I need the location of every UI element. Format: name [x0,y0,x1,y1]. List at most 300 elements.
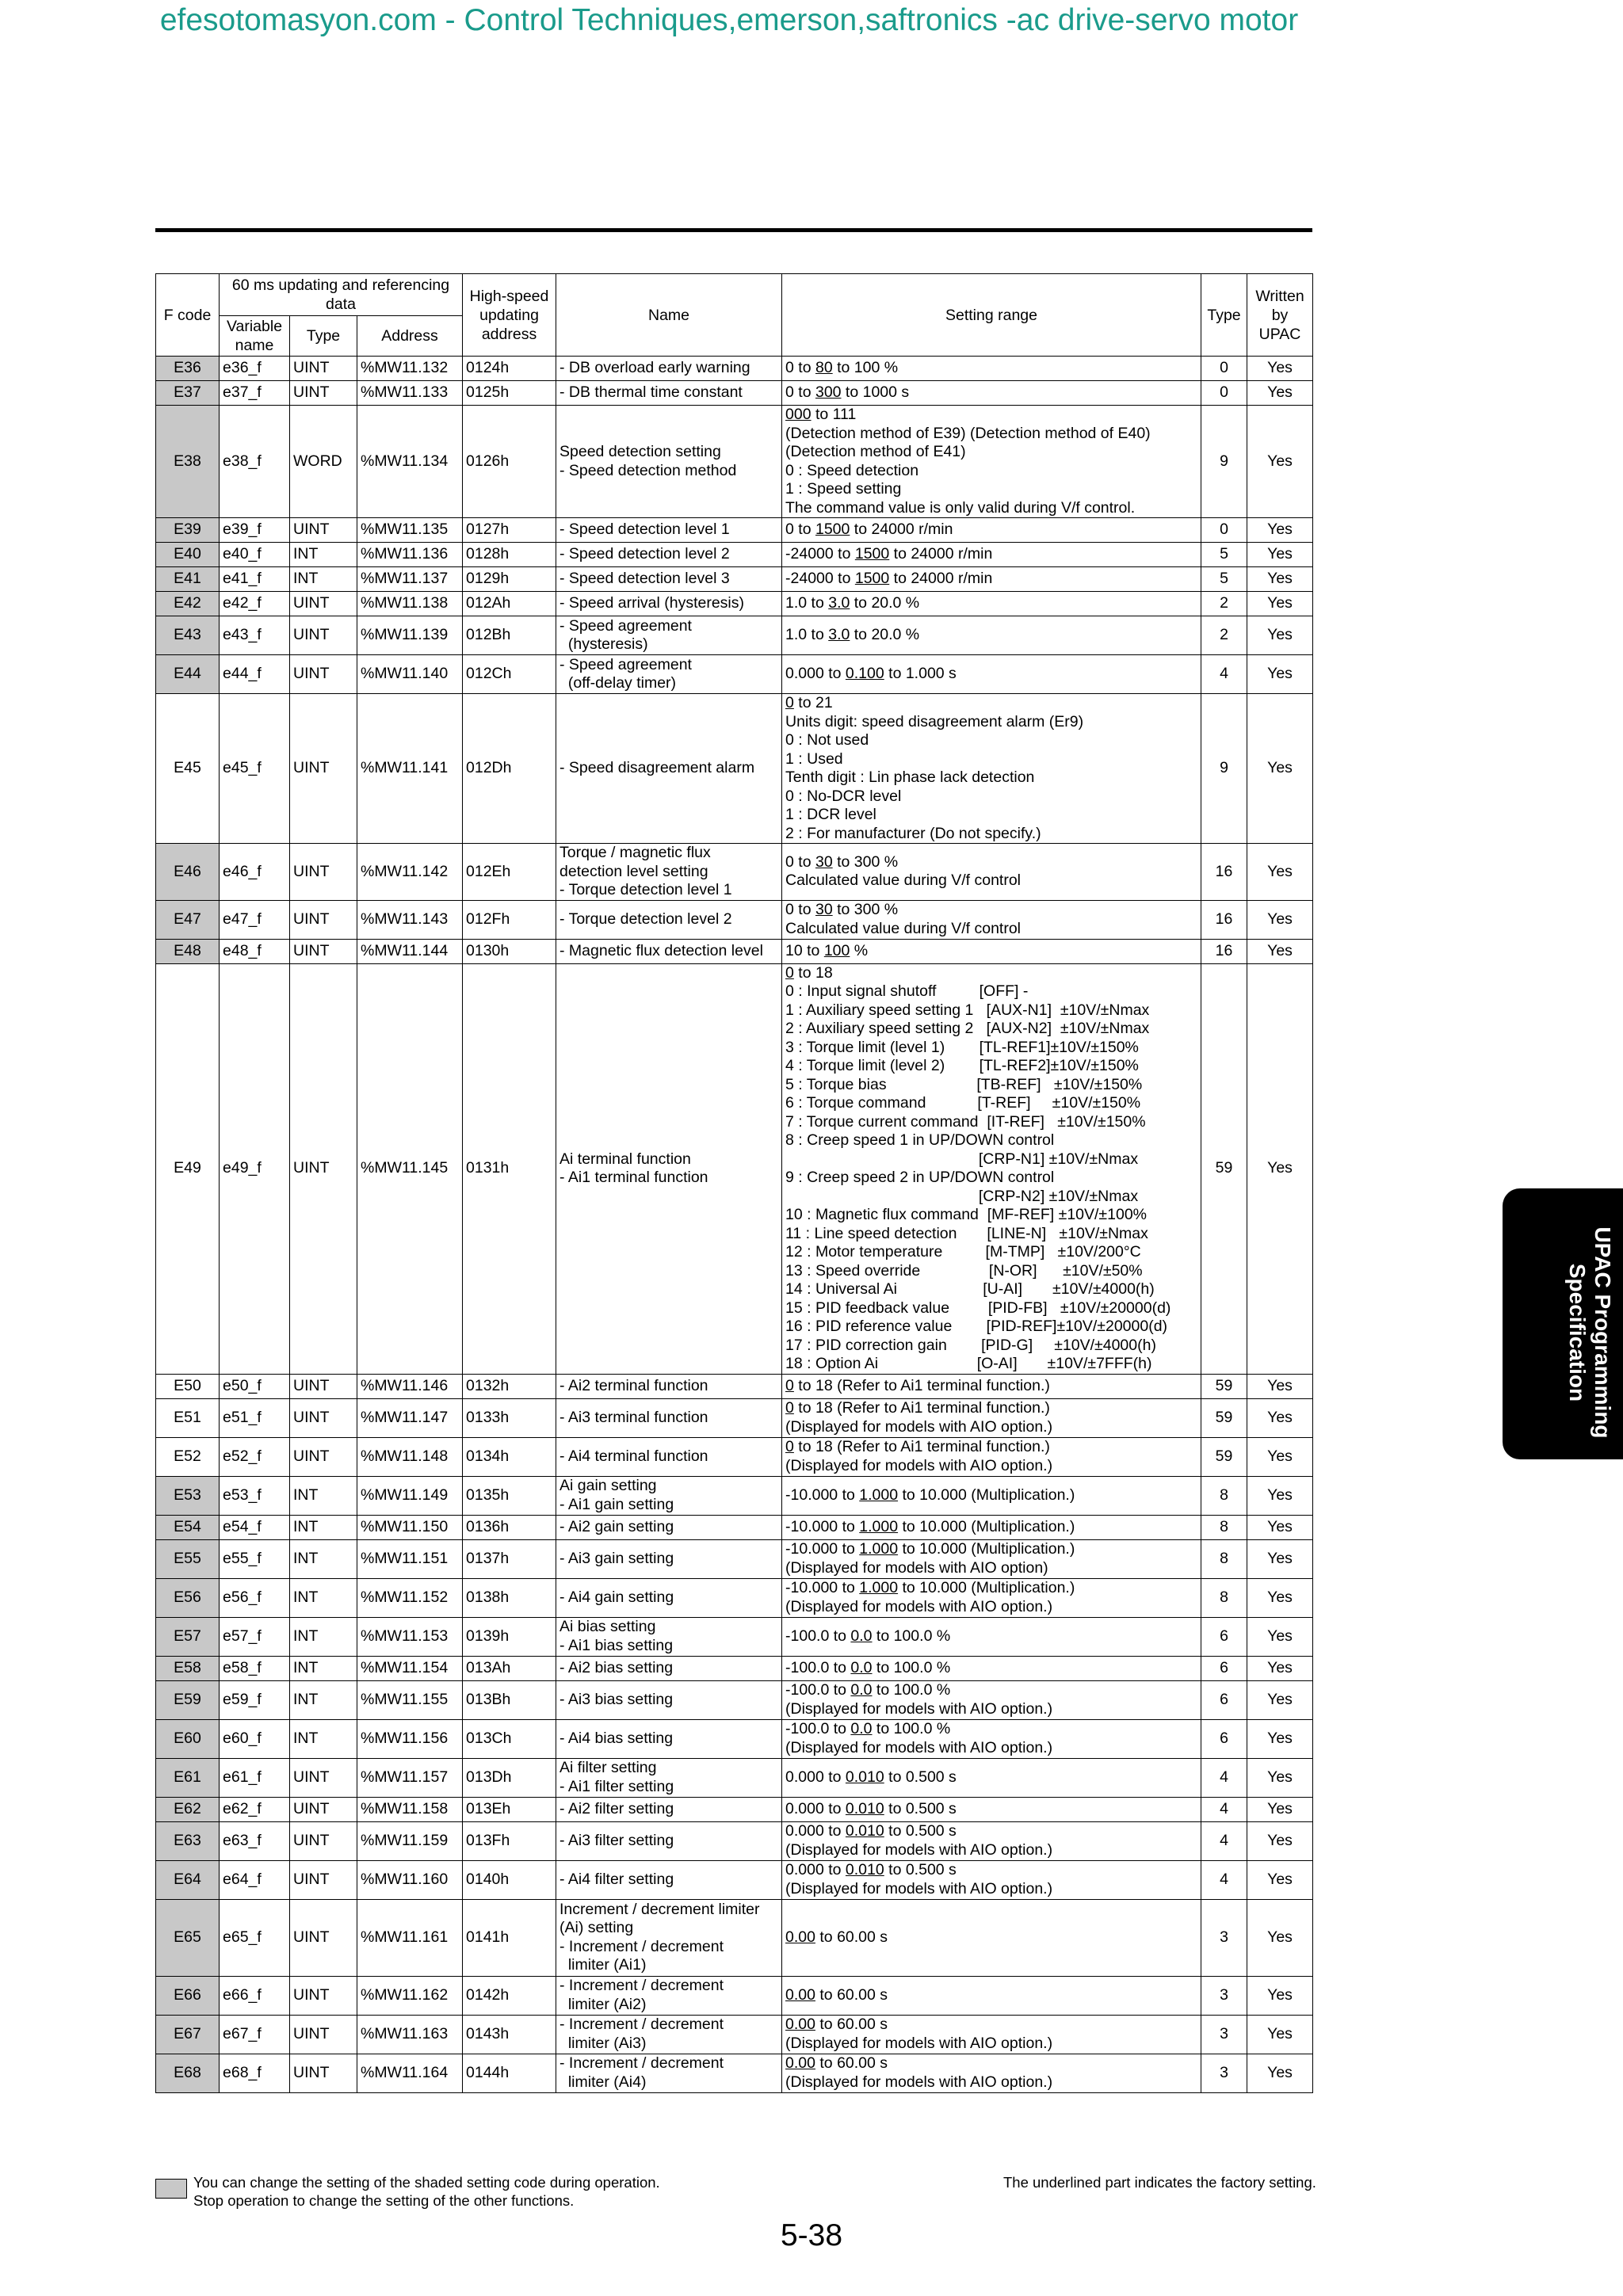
address-cell: %MW11.158 [357,1797,463,1821]
table-row [156,567,1313,592]
written-by-upac-cell: Yes [1247,1719,1313,1758]
table-row [156,1374,1313,1398]
f-code-cell: E56 [156,1578,220,1617]
variable-name-cell: e37_f [220,381,290,406]
address-cell: %MW11.142 [357,844,463,901]
table-row [156,518,1313,543]
name-cell: Ai filter setting - Ai1 filter setting [556,1758,782,1797]
written-by-upac-cell: Yes [1247,1860,1313,1899]
type-cell: UINT [290,1374,357,1398]
variable-name-cell: e42_f [220,592,290,616]
f-code-cell: E65 [156,1899,220,1976]
f-code-cell: E44 [156,655,220,694]
setting-range-cell: 0 to 300 to 1000 s [782,381,1201,406]
section-tab-label [1564,1198,1615,1467]
variable-name-cell: e67_f [220,2015,290,2054]
setting-range-cell: 0 to 30 to 300 % Calculated value during V/f control [782,844,1201,901]
type-cell: UINT [290,939,357,963]
table-row [156,1617,1313,1656]
variable-name-cell: e55_f [220,1539,290,1578]
address-cell: %MW11.145 [357,963,463,1374]
address-cell: %MW11.146 [357,1374,463,1398]
written-by-upac-cell: Yes [1247,900,1313,939]
written-by-upac-cell: Yes [1247,1758,1313,1797]
setting-range-cell: -10.000 to 1.000 to 10.000 (Multiplication.) (Displayed for models with AIO option) [782,1539,1201,1578]
header-written-by-upac: Written by UPAC [1247,274,1313,357]
type-cell: UINT [290,1797,357,1821]
high-speed-address-cell: 013Eh [463,1797,556,1821]
f-code-cell: E60 [156,1719,220,1758]
table-row [156,694,1313,844]
address-cell: %MW11.160 [357,1860,463,1899]
type-code-cell: 16 [1201,900,1247,939]
type-cell: UINT [290,616,357,655]
variable-name-cell: e40_f [220,543,290,567]
address-cell: %MW11.135 [357,518,463,543]
page-number: 5-38 [780,2218,843,2252]
written-by-upac-cell: Yes [1247,1899,1313,1976]
high-speed-address-cell: 013Dh [463,1758,556,1797]
written-by-upac-cell: Yes [1247,1617,1313,1656]
setting-range-cell: 0 to 30 to 300 % Calculated value during V/f control [782,900,1201,939]
name-cell: - Ai3 bias setting [556,1680,782,1719]
variable-name-cell: e61_f [220,1758,290,1797]
header-f-code: F code [156,274,220,357]
type-code-cell: 4 [1201,1860,1247,1899]
address-cell: %MW11.155 [357,1680,463,1719]
underline-note: The underlined part indicates the factory setting. [1003,2174,1316,2191]
written-by-upac-cell: Yes [1247,518,1313,543]
table-row [156,381,1313,406]
address-cell: %MW11.157 [357,1758,463,1797]
written-by-upac-cell: Yes [1247,616,1313,655]
table-row [156,963,1313,1374]
f-code-cell: E38 [156,406,220,518]
type-cell: INT [290,1578,357,1617]
header-type-col: Type [1201,274,1247,357]
table-row [156,1976,1313,2015]
variable-name-cell: e46_f [220,844,290,901]
name-cell: Ai terminal function - Ai1 terminal function [556,963,782,1374]
type-cell: UINT [290,1976,357,2015]
setting-range-cell: -10.000 to 1.000 to 10.000 (Multiplication.) (Displayed for models with AIO option.) [782,1578,1201,1617]
type-code-cell: 16 [1201,939,1247,963]
written-by-upac-cell: Yes [1247,1680,1313,1719]
setting-range-cell: 0.00 to 60.00 s (Displayed for models with AIO option.) [782,2054,1201,2092]
table-row [156,1656,1313,1680]
setting-range-cell: 0 to 1500 to 24000 r/min [782,518,1201,543]
table-row [156,900,1313,939]
variable-name-cell: e56_f [220,1578,290,1617]
name-cell: - Increment / decrement limiter (Ai3) [556,2015,782,2054]
setting-range-cell: 0 to 21 Units digit: speed disagreement alarm (Er9) 0 : Not used 1 : Used Tenth digit : Lin phase lack detection 0 : No-DCR level 1 : DCR level 2 : For manufacturer (Do not specify.) [782,694,1201,844]
variable-name-cell: e36_f [220,357,290,381]
name-cell: - Ai3 terminal function [556,1398,782,1437]
type-cell: INT [290,1476,357,1515]
written-by-upac-cell: Yes [1247,1515,1313,1539]
address-cell: %MW11.147 [357,1398,463,1437]
variable-name-cell: e52_f [220,1437,290,1476]
type-code-cell: 9 [1201,694,1247,844]
name-cell: - Ai3 filter setting [556,1821,782,1860]
high-speed-address-cell: 012Eh [463,844,556,901]
setting-range-cell: 10 to 100 % [782,939,1201,963]
type-code-cell: 8 [1201,1539,1247,1578]
f-code-cell: E49 [156,963,220,1374]
section-tab-line-1: UPAC Programming [1591,1226,1615,1439]
name-cell: Ai gain setting - Ai1 gain setting [556,1476,782,1515]
high-speed-address-cell: 0124h [463,357,556,381]
high-speed-address-cell: 0126h [463,406,556,518]
written-by-upac-cell: Yes [1247,1398,1313,1437]
variable-name-cell: e45_f [220,694,290,844]
variable-name-cell: e66_f [220,1976,290,2015]
type-cell: UINT [290,381,357,406]
high-speed-address-cell: 0134h [463,1437,556,1476]
written-by-upac-cell: Yes [1247,2015,1313,2054]
written-by-upac-cell: Yes [1247,844,1313,901]
type-cell: UINT [290,1860,357,1899]
variable-name-cell: e41_f [220,567,290,592]
f-code-cell: E50 [156,1374,220,1398]
name-cell: - Speed detection level 1 [556,518,782,543]
name-cell: - Torque detection level 2 [556,900,782,939]
high-speed-address-cell: 012Ah [463,592,556,616]
table-row [156,1899,1313,1976]
high-speed-address-cell: 0125h [463,381,556,406]
variable-name-cell: e59_f [220,1680,290,1719]
setting-range-cell: 0 to 18 0 : Input signal shutoff [OFF] - 1 : Auxiliary speed setting 1 [AUX-N1] ±10V/±Nmax 2 : Auxiliary speed setting 2 [AUX-N2] ±10V/±Nmax 3 : Torque limit (level 1) [TL-REF1]±10V/±150% 4 : Torque limit (level 2) [TL-REF2]±10V/±150% 5 : Torque bias [TB-REF] ±10V/±150% 6 : Torque command [T-REF] ±10V/±150% 7 : Torque current command [IT-REF] ±10V/±150% 8 : Creep speed 1 in UP/DOWN control [CRP-N1] ±10V/±Nmax 9 : Creep speed 2 in UP/DOWN control [CRP-N2] ±10V/±Nmax 10 : Magnetic flux command [MF-REF] ±10V/±100% 11 : Line speed detection [LINE-N] ±10V/±Nmax 12 : Motor temperature [M-TMP] ±10V/200°C 13 : Speed override [N-OR] ±10V/±50% 14 : Universal Ai [U-AI] ±10V/±4000(h) 15 : PID feedback value [PID-FB] ±10V/±20000(d) 16 : PID reference value [PID-REF]±10V/±20000(d) 17 : PID correction gain [PID-G] ±10V/±4000(h) 18 : Option Ai [O-AI] ±10V/±7FFF(h) [782,963,1201,1374]
high-speed-address-cell: 0143h [463,2015,556,2054]
type-code-cell: 5 [1201,567,1247,592]
table-row [156,2054,1313,2092]
high-speed-address-cell: 012Bh [463,616,556,655]
header-setting-range: Setting range [782,274,1201,357]
setting-range-cell: 0 to 80 to 100 % [782,357,1201,381]
f-code-cell: E42 [156,592,220,616]
address-cell: %MW11.141 [357,694,463,844]
setting-range-cell: 1.0 to 3.0 to 20.0 % [782,592,1201,616]
header-variable-name: Variable name [220,316,290,357]
type-code-cell: 3 [1201,2015,1247,2054]
type-code-cell: 8 [1201,1578,1247,1617]
high-speed-address-cell: 0130h [463,939,556,963]
variable-name-cell: e44_f [220,655,290,694]
type-cell: INT [290,567,357,592]
type-code-cell: 4 [1201,655,1247,694]
type-cell: UINT [290,1398,357,1437]
address-cell: %MW11.150 [357,1515,463,1539]
address-cell: %MW11.138 [357,592,463,616]
type-cell: UINT [290,655,357,694]
type-code-cell: 0 [1201,381,1247,406]
type-cell: UINT [290,357,357,381]
table-row [156,1821,1313,1860]
address-cell: %MW11.154 [357,1656,463,1680]
table-row [156,1539,1313,1578]
written-by-upac-cell: Yes [1247,1797,1313,1821]
name-cell: - Ai2 bias setting [556,1656,782,1680]
f-code-cell: E45 [156,694,220,844]
written-by-upac-cell: Yes [1247,694,1313,844]
variable-name-cell: e53_f [220,1476,290,1515]
type-cell: INT [290,1617,357,1656]
written-by-upac-cell: Yes [1247,406,1313,518]
written-by-upac-cell: Yes [1247,1578,1313,1617]
table-row [156,1515,1313,1539]
table-row [156,1578,1313,1617]
table-row [156,543,1313,567]
name-cell: Ai bias setting - Ai1 bias setting [556,1617,782,1656]
variable-name-cell: e38_f [220,406,290,518]
high-speed-address-cell: 012Dh [463,694,556,844]
setting-range-cell: -24000 to 1500 to 24000 r/min [782,567,1201,592]
type-code-cell: 8 [1201,1515,1247,1539]
type-cell: UINT [290,1437,357,1476]
written-by-upac-cell: Yes [1247,357,1313,381]
table-row [156,1797,1313,1821]
name-cell: - Increment / decrement limiter (Ai2) [556,1976,782,2015]
table-row [156,406,1313,518]
top-rule [155,228,1312,232]
f-code-cell: E53 [156,1476,220,1515]
type-code-cell: 9 [1201,406,1247,518]
name-cell: - Speed agreement (off-delay timer) [556,655,782,694]
setting-range-cell: -100.0 to 0.0 to 100.0 % (Displayed for models with AIO option.) [782,1719,1201,1758]
address-cell: %MW11.163 [357,2015,463,2054]
name-cell: - Speed detection level 2 [556,543,782,567]
table-row [156,939,1313,963]
name-cell: - Ai4 terminal function [556,1437,782,1476]
name-cell: - Ai2 gain setting [556,1515,782,1539]
variable-name-cell: e54_f [220,1515,290,1539]
high-speed-address-cell: 0142h [463,1976,556,2015]
type-cell: UINT [290,518,357,543]
high-speed-address-cell: 0128h [463,543,556,567]
name-cell: - Ai4 gain setting [556,1578,782,1617]
table-row [156,1437,1313,1476]
written-by-upac-cell: Yes [1247,1476,1313,1515]
type-code-cell: 2 [1201,592,1247,616]
name-cell: - Ai3 gain setting [556,1539,782,1578]
high-speed-address-cell: 0144h [463,2054,556,2092]
written-by-upac-cell: Yes [1247,381,1313,406]
type-code-cell: 6 [1201,1617,1247,1656]
section-tab[interactable] [1503,1188,1623,1459]
type-code-cell: 59 [1201,1437,1247,1476]
address-cell: %MW11.132 [357,357,463,381]
name-cell: - Speed detection level 3 [556,567,782,592]
f-code-cell: E43 [156,616,220,655]
high-speed-address-cell: 013Ch [463,1719,556,1758]
written-by-upac-cell: Yes [1247,963,1313,1374]
table-row [156,616,1313,655]
written-by-upac-cell: Yes [1247,655,1313,694]
high-speed-address-cell: 0139h [463,1617,556,1656]
setting-range-cell: 0.000 to 0.010 to 0.500 s [782,1758,1201,1797]
type-cell: WORD [290,406,357,518]
legend-line-2: Stop operation to change the setting of the other functions. [193,2192,575,2209]
type-cell: INT [290,1719,357,1758]
address-cell: %MW11.159 [357,1821,463,1860]
address-cell: %MW11.134 [357,406,463,518]
variable-name-cell: e57_f [220,1617,290,1656]
table-row [156,1758,1313,1797]
address-cell: %MW11.153 [357,1617,463,1656]
setting-range-cell: -100.0 to 0.0 to 100.0 % [782,1617,1201,1656]
high-speed-address-cell: 0129h [463,567,556,592]
high-speed-address-cell: 0127h [463,518,556,543]
address-cell: %MW11.136 [357,543,463,567]
table-body [156,357,1313,2093]
variable-name-cell: e65_f [220,1899,290,1976]
type-code-cell: 2 [1201,616,1247,655]
address-cell: %MW11.148 [357,1437,463,1476]
address-cell: %MW11.149 [357,1476,463,1515]
written-by-upac-cell: Yes [1247,1374,1313,1398]
setting-range-cell: 0.00 to 60.00 s [782,1976,1201,2015]
variable-name-cell: e47_f [220,900,290,939]
name-cell: - Ai4 bias setting [556,1719,782,1758]
table-row [156,1719,1313,1758]
variable-name-cell: e49_f [220,963,290,1374]
written-by-upac-cell: Yes [1247,567,1313,592]
type-cell: UINT [290,694,357,844]
address-cell: %MW11.137 [357,567,463,592]
type-cell: UINT [290,592,357,616]
type-code-cell: 16 [1201,844,1247,901]
address-cell: %MW11.139 [357,616,463,655]
address-cell: %MW11.140 [357,655,463,694]
type-code-cell: 8 [1201,1476,1247,1515]
written-by-upac-cell: Yes [1247,1821,1313,1860]
table-row [156,1476,1313,1515]
f-code-cell: E41 [156,567,220,592]
setting-range-cell: -100.0 to 0.0 to 100.0 % (Displayed for models with AIO option.) [782,1680,1201,1719]
variable-name-cell: e60_f [220,1719,290,1758]
f-code-cell: E47 [156,900,220,939]
table-row [156,1398,1313,1437]
type-code-cell: 59 [1201,1398,1247,1437]
written-by-upac-cell: Yes [1247,1437,1313,1476]
watermark-header: efesotomasyon.com - Control Techniques,emerson,saftronics -ac drive-servo motor [159,3,1299,37]
f-code-cell: E37 [156,381,220,406]
variable-name-cell: e50_f [220,1374,290,1398]
address-cell: %MW11.133 [357,381,463,406]
table-header [156,274,1313,357]
f-code-cell: E63 [156,1821,220,1860]
type-cell: UINT [290,963,357,1374]
type-code-cell: 0 [1201,518,1247,543]
f-code-cell: E46 [156,844,220,901]
name-cell: - Speed agreement (hysteresis) [556,616,782,655]
high-speed-address-cell: 0141h [463,1899,556,1976]
f-code-cell: E58 [156,1656,220,1680]
name-cell: - Speed disagreement alarm [556,694,782,844]
name-cell: - Ai2 terminal function [556,1374,782,1398]
address-cell: %MW11.143 [357,900,463,939]
table-row [156,2015,1313,2054]
type-cell: UINT [290,1758,357,1797]
high-speed-address-cell: 0132h [463,1374,556,1398]
address-cell: %MW11.156 [357,1719,463,1758]
f-code-cell: E61 [156,1758,220,1797]
variable-name-cell: e58_f [220,1656,290,1680]
name-cell: Torque / magnetic flux detection level setting - Torque detection level 1 [556,844,782,901]
f-code-cell: E39 [156,518,220,543]
f-code-cell: E52 [156,1437,220,1476]
f-code-cell: E67 [156,2015,220,2054]
variable-name-cell: e48_f [220,939,290,963]
type-code-cell: 6 [1201,1680,1247,1719]
type-cell: UINT [290,844,357,901]
f-code-cell: E66 [156,1976,220,2015]
type-cell: INT [290,543,357,567]
address-cell: %MW11.161 [357,1899,463,1976]
type-cell: UINT [290,1821,357,1860]
f-code-cell: E62 [156,1797,220,1821]
name-cell: - Magnetic flux detection level [556,939,782,963]
type-code-cell: 3 [1201,2054,1247,2092]
written-by-upac-cell: Yes [1247,1656,1313,1680]
address-cell: %MW11.162 [357,1976,463,2015]
f-code-cell: E57 [156,1617,220,1656]
address-cell: %MW11.152 [357,1578,463,1617]
header-60ms-data: 60 ms updating and referencing data [220,274,463,316]
legend-text [193,2173,660,2210]
f-code-cell: E59 [156,1680,220,1719]
setting-range-cell: 0.00 to 60.00 s [782,1899,1201,1976]
header-type: Type [290,316,357,357]
high-speed-address-cell: 0133h [463,1398,556,1437]
type-code-cell: 4 [1201,1821,1247,1860]
type-code-cell: 4 [1201,1797,1247,1821]
section-tab-line-2: Specification [1565,1263,1590,1402]
high-speed-address-cell: 013Fh [463,1821,556,1860]
table-row [156,592,1313,616]
type-code-cell: 5 [1201,543,1247,567]
type-cell: INT [290,1656,357,1680]
type-cell: UINT [290,1899,357,1976]
setting-range-cell: -10.000 to 1.000 to 10.000 (Multiplication.) [782,1476,1201,1515]
f-code-cell: E48 [156,939,220,963]
high-speed-address-cell: 0138h [463,1578,556,1617]
name-cell: - DB overload early warning [556,357,782,381]
table-row [156,1860,1313,1899]
f-code-cell: E68 [156,2054,220,2092]
type-cell: UINT [290,900,357,939]
type-cell: INT [290,1515,357,1539]
header-name: Name [556,274,782,357]
address-cell: %MW11.144 [357,939,463,963]
written-by-upac-cell: Yes [1247,1976,1313,2015]
high-speed-address-cell: 012Fh [463,900,556,939]
f-code-cell: E51 [156,1398,220,1437]
parameter-table [155,273,1313,2093]
name-cell: Increment / decrement limiter (Ai) setting - Increment / decrement limiter (Ai1) [556,1899,782,1976]
header-address: Address [357,316,463,357]
setting-range-cell: 0 to 18 (Refer to Ai1 terminal function.) (Displayed for models with AIO option.) [782,1398,1201,1437]
setting-range-cell: 000 to 111 (Detection method of E39) (Detection method of E40) (Detection method of E41) 0 : Speed detection 1 : Speed setting The command value is only valid during V/f control. [782,406,1201,518]
setting-range-cell: 0.000 to 0.010 to 0.500 s (Displayed for models with AIO option.) [782,1860,1201,1899]
high-speed-address-cell: 0140h [463,1860,556,1899]
table-row [156,357,1313,381]
type-code-cell: 6 [1201,1656,1247,1680]
written-by-upac-cell: Yes [1247,1539,1313,1578]
name-cell: - Speed arrival (hysteresis) [556,592,782,616]
name-cell: - Ai4 filter setting [556,1860,782,1899]
setting-range-cell: -10.000 to 1.000 to 10.000 (Multiplication.) [782,1515,1201,1539]
